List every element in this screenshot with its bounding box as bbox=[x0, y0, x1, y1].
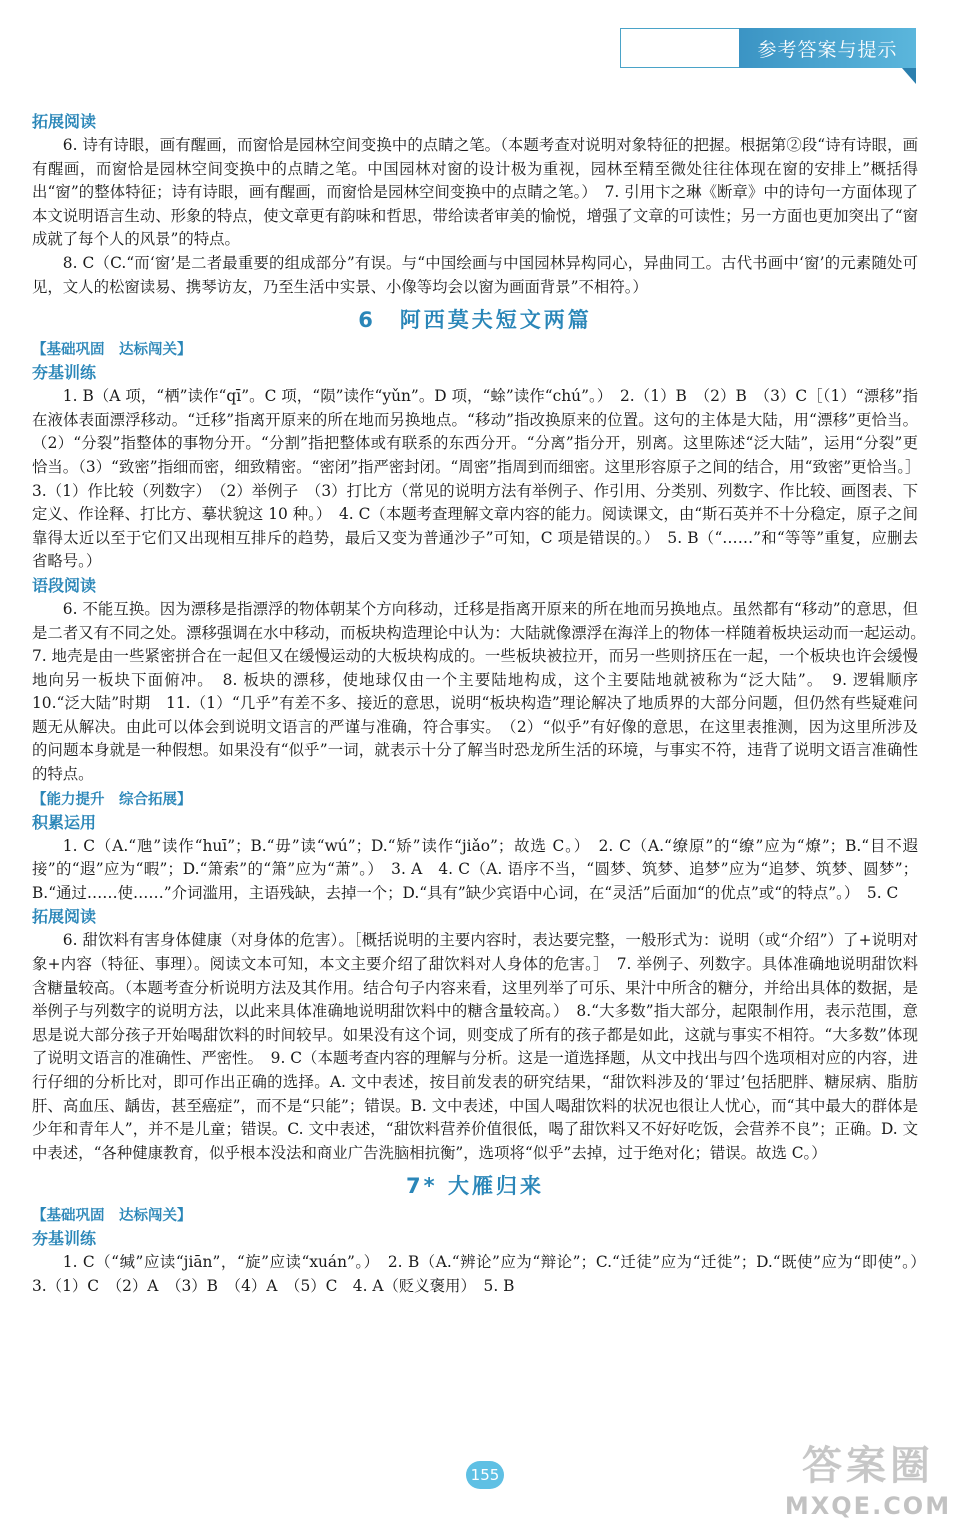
answer-paragraph: 1. C（A.“虺”读作“huī”；B.“毋”读“wú”；D.“矫”读作“jiǎo”；故选 C。） 2. C（A.“缭原”的“缭”应为“燎”；B.“目不遐接”的“遐”应为“暇”；D.“箫索”的“箫”应为“萧”。） 3. A 4. C（A. 语序不当，“圆梦、筑梦、追梦”应为“追梦、筑梦、圆梦”；B.“通过……使……”介词滥用，主语残缺，去掉一个；D.“具有”缺少宾语中心词，在“灵活”后面加“的优点”或“的特点”。） 5. C bbox=[32, 836, 918, 902]
watermark-line1: 答案圈 bbox=[802, 1443, 934, 1489]
answer-paragraph: 1. C（“缄”应读“jiān”，“旋”应读“xuán”。） 2. B（A.“辨论”应为“辩论”；C.“迁徒”应为“迁徙”；D.“既使”应为“即使”。） 3.（1）C （2）A （3）B （4）A （5）C 4. A（贬义褒用） 5. B bbox=[32, 1253, 934, 1295]
watermark-line2: MXQE.COM bbox=[784, 1492, 952, 1520]
lesson-title: 7* 大雁归来 bbox=[406, 1174, 544, 1199]
section-label: 拓展阅读 bbox=[32, 907, 97, 927]
page-number: 155 bbox=[466, 1461, 504, 1489]
answer-paragraph: 6. 不能互换。因为漂移是指漂浮的物体朝某个方向移动，迁移是指离开原来的所在地而另换地点。虽然都有“移动”的意思，但是二者又有不同之处。漂移强调在水中移动，而板块构造理论中认为：大陆就像漂浮在海洋上的物体一样随着板块运动而一起运动。 7. 地壳是由一些紧密拼合在一起但又在缓慢运动的大板块构成的。一些板块被拉开，而另一些则挤压在一起，一个板块也许会缓慢地向另一板块下面俯冲。 8. 板块的漂移，使地球仅由一个主要陆地构成，这个主要陆地就被称为“泛大陆”。 9. 逻辑顺序 10.“泛大陆”时期 11.（1）“几乎”有差不多、接近的意思，说明“板块构造”理论解决了地质界的大部分问题，但仍然有些疑难问题无从解决。由此可以体会到说明文语言的严谨与准确，符合事实。 （2）“似乎”有好像的意思，在这里表推测，因为这里所涉及的问题本身就是一种假想。如果没有“似乎”一词，就表示十分了解当时恐龙所生活的环境，与事实不符，违背了说明文语言准确性的特点。 bbox=[32, 599, 934, 784]
answer-content bbox=[32, 110, 934, 1299]
section-label: 夯基训练 bbox=[32, 363, 97, 383]
answer-paragraph: 8. C（C.“而‘窗’是二者最重要的组成部分”有误。与“中国绘画与中国园林异构同心，异曲同工。古代书画中‘窗’的元素随处可见，文人的松窗读易、携琴访友，乃至生活中实景、小像等均会以窗为画面背景”不相符。） bbox=[32, 253, 918, 296]
section-label: 拓展阅读 bbox=[32, 112, 97, 131]
section-label: 夯基训练 bbox=[32, 1229, 97, 1249]
module-label: 【基础巩固 达标闯关】 bbox=[32, 1208, 192, 1225]
header-corner-decoration bbox=[902, 68, 916, 84]
header-label: 参考答案与提示 bbox=[739, 28, 916, 68]
answer-paragraph: 6. 诗有诗眼，画有醒画，而窗恰是园林空间变换中的点睛之笔。（本题考查对说明对象特征的把握。根据第②段“诗有诗眼，画有醒画，而窗恰是园林空间变换中的点睛之笔。中国园林对窗的设计极为重视，园林至精至微处往往体现在窗的安排上”概括得出“窗”的整体特征；诗有诗眼，画有醒画，而窗恰是园林空间变换中的点睛之笔。） 7. 引用卞之琳《断章》中的诗句一方面体现了本文说明语言生动、形象的特点，使文章更有韵味和哲思，带给读者审美的愉悦，增强了文章的可读性；另一方面也更加突出了“窗成就了每个人的风景”的特点。 bbox=[32, 136, 918, 249]
answer-paragraph: 6. 甜饮料有害身体健康（对身体的危害）。［概括说明的主要内容时，表达要完整，一般形式为：说明（或“介绍”）了+说明对象+内容（特征、事理）。阅读文本可知，本文主要介绍了甜饮料对人身体的危害。］ 7. 举例子、列数字。具体准确地说明甜饮料含糖量较高。（本题考查分析说明方法及其作用。结合句子内容来看，这里列举了可乐、果汁中所含的糖分，并给出具体的数据，是举例子与列数字的说明方法，以此来具体准确地说明甜饮料中的糖含量较高。） 8.“大多数”指大部分，起限制作用，表示范围，意思是说大部分孩子开始喝甜饮料的时间较早。如果没有这个词，则变成了所有的孩子都是如此，这就与事实不相符。“大多数”体现了说明文语言的准确性、严密性。 9. C（本题考查内容的理解与分析。这是一道选择题，从文中找出与四个选项相对应的内容，进行仔细的分析比对，即可作出正确的选择。A. 文中表述，按目前发表的研究结果，“甜饮料涉及的‘罪过’包括肥胖、糖尿病、脂肪肝、高血压、龋齿，甚至癌症”，而不是“只能”；错误。B. 文中表述，中国人喝甜饮料的状况也很让人忧心，而“其中最大的群体是少年和青年人”，并不是儿童；错误。C. 文中表述，“甜饮料营养价值很低，喝了甜饮料又不好好吃饭，会营养不良”；正确。D. 文中表述，“各种健康教育，似乎根本没法和商业广告洗脑相抗衡”，选项将“似乎”去掉，过于绝对化；错误。故选 C。） bbox=[32, 931, 918, 1162]
watermark-logo bbox=[768, 1440, 968, 1530]
lesson-title: 6 阿西莫夫短文两篇 bbox=[358, 308, 592, 333]
module-label: 【能力提升 综合拓展】 bbox=[32, 791, 192, 808]
header-tab bbox=[620, 28, 916, 68]
header-blank-box bbox=[620, 28, 739, 68]
module-label: 【基础巩固 达标闯关】 bbox=[32, 342, 192, 359]
section-label: 积累运用 bbox=[32, 812, 97, 832]
answer-paragraph: 1. B（A 项，“栖”读作“qī”。C 项，“陨”读作“yǔn”。D 项，“蜍”读作“chú”。） 2.（1）B （2）B （3）C［（1）“漂移”指在液体表面漂浮移动。“迁移”指离开原来的所在地而另换地点。“移动”指改换原来的位置。这句的主体是大陆，用“漂移”更恰当。（2）“分裂”指整体的事物分开。“分割”指把整体或有联系的东西分开。“分离”指分开，别离。这里陈述“泛大陆”，运用“分裂”更恰当。（3）“致密”指细而密，细致精密。“密闭”指严密封闭。“周密”指周到而细密。这里形容原子之间的结合，用“致密”更恰当。］ bbox=[32, 387, 921, 476]
section-label: 语段阅读 bbox=[32, 575, 97, 595]
answer-paragraph: 3.（1）作比较（列数字） （2）举例子 （3）打比方（常见的说明方法有举例子、作引用、分类别、列数字、作比较、画图表、下定义、作诠释、打比方、摹状貌这 10 种。） 4. C（本题考查理解文章内容的能力。阅读课文，由“斯石英并不十分稳定，原子之间靠得太近以至于它们又出现相互排斥的趋势，最后又变为普通沙子”可知，C 项是错误的。） 5. B（“……”和“等等”重复，应删去省略号。） bbox=[32, 481, 918, 571]
